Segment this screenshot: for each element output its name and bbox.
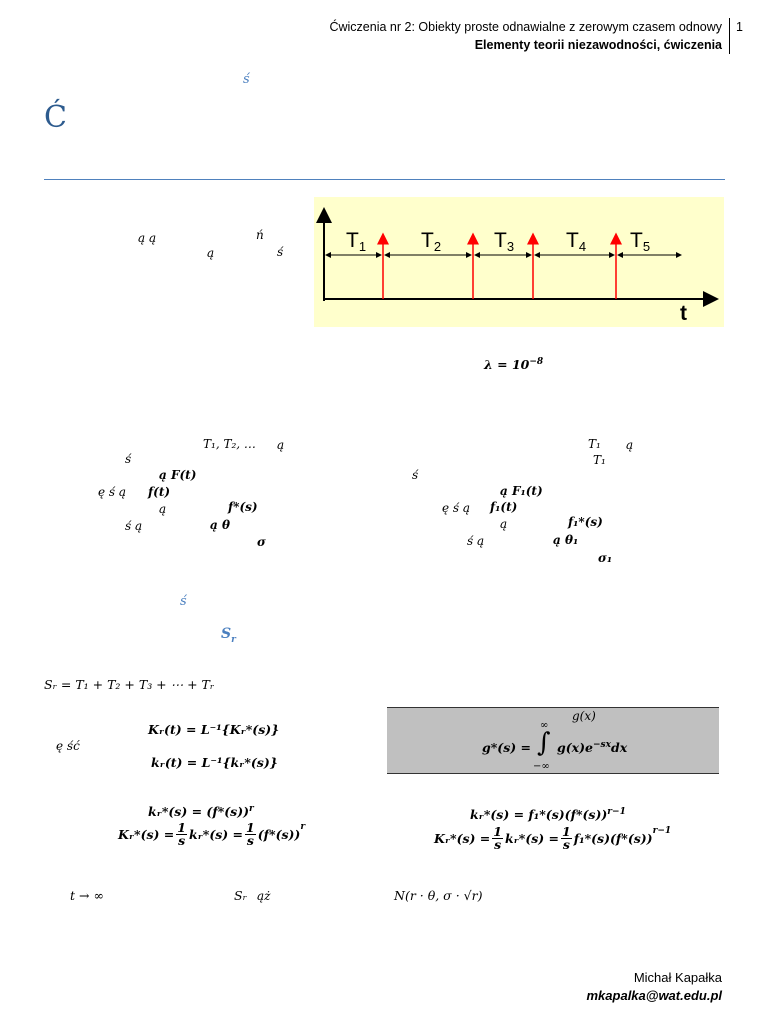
interval-label-T4: T4 xyxy=(566,229,587,254)
kr-left: kᵣ*(s) = $(f*(s))^r$ xyxy=(148,804,254,820)
k-inverse-laplace: kᵣ(t) = L⁻¹{kᵣ*(s)} xyxy=(151,755,278,770)
section-Sr: $S_r$ xyxy=(221,626,236,645)
kr-right: kᵣ*(s) = $f_1*(s)(f*(s))^{r-1}$ xyxy=(470,807,626,823)
limit-Sr: Sᵣ xyxy=(234,888,247,903)
laplace-f1: f₁*(s) xyxy=(568,515,603,529)
laplace-f: f*(s) xyxy=(228,500,258,514)
diagram-background xyxy=(314,197,724,327)
intro-fragment: ą xyxy=(207,246,215,260)
t-to-infinity: t → ∞ xyxy=(70,888,104,903)
title-small-char: ś xyxy=(243,72,250,87)
K-inverse-laplace: Kᵣ(t) = L⁻¹{Kᵣ*(s)} xyxy=(148,722,280,737)
header-line-2: Elementy teorii niezawodności, ćwiczenia xyxy=(474,38,722,52)
section-fragment: ś xyxy=(180,594,187,609)
Kr-right: Kᵣ*(s) = $\frac{1}{s}$ kᵣ*(s) = $\frac{1}{s}$ f₁*(s)(f*(s)) r−1 xyxy=(434,824,672,852)
right-fragment: ą xyxy=(500,517,508,531)
interval-label-T3: T3 xyxy=(494,229,515,254)
mean-theta: ą θ xyxy=(210,518,230,532)
header-line-1: Ćwiczenia nr 2: Obiekty proste odnawialne z zerowym czasem odnowy xyxy=(329,20,722,34)
interval-label-T2: T2 xyxy=(421,229,442,254)
Kr-left: Kᵣ*(s) = $\frac{1}{s}$ kᵣ*(s) = $\frac{1}{s}$ (f*(s)) r xyxy=(118,820,306,848)
intro-fragment: ń xyxy=(256,228,264,242)
title-rule xyxy=(44,179,725,180)
normal-distribution: N(r · θ, σ · √r) xyxy=(394,888,483,903)
page-title: Ć xyxy=(44,100,67,135)
integrand: $g(x)e^{-sx}dx$ xyxy=(557,740,628,756)
left-fragment: ś xyxy=(125,452,132,466)
interval-label-T1: T1 xyxy=(346,229,367,254)
sum-equation: Sᵣ = T₁ + T₂ + T₃ + ⋯ + Tᵣ xyxy=(44,677,215,692)
renewal-process-diagram xyxy=(314,197,724,327)
sigma: σ xyxy=(257,535,266,549)
page-number: 1 xyxy=(736,20,743,34)
left-fragment: ę ś ą xyxy=(98,485,127,499)
left-fragment: ś ą xyxy=(125,519,143,533)
cdf-F: ą F(t) xyxy=(159,468,197,482)
right-fragment: ś xyxy=(412,468,419,482)
right-fragment: ę ś ą xyxy=(442,501,471,515)
integral-upper: ∞ xyxy=(540,720,549,731)
header-divider xyxy=(729,18,730,54)
integral-lower: −∞ xyxy=(533,761,550,772)
intro-fragment: ą ą xyxy=(138,231,157,245)
right-fragment: ą xyxy=(626,438,634,452)
pdf-f: f(t) xyxy=(148,485,171,499)
integral-sign: ∫ xyxy=(537,728,551,758)
limit-fragment: ąż xyxy=(257,889,271,903)
mean-theta1: ą θ₁ xyxy=(553,533,579,547)
pdf-f1: f₁(t) xyxy=(490,500,518,514)
intro-fragment: ś xyxy=(277,245,284,259)
sigma1: σ₁ xyxy=(598,551,613,565)
lambda-equation: $\lambda = 10^{-8}$ xyxy=(484,357,544,373)
left-fragment: ą xyxy=(159,502,167,516)
footer-author: Michał Kapałka xyxy=(633,970,722,985)
laplace-definition-box xyxy=(387,707,719,774)
first-interval: T₁ xyxy=(588,437,601,451)
box-lhs: g*(s) = xyxy=(482,740,531,755)
right-fragment: ś ą xyxy=(467,534,485,548)
interval-list: T₁, T₂, … xyxy=(203,437,256,451)
density-word: ę ść xyxy=(56,739,80,753)
box-gx: g(x) xyxy=(572,709,596,723)
cdf-F1: ą F₁(t) xyxy=(500,484,543,498)
first-interval: T₁ xyxy=(593,453,606,467)
interval-label-T5: T5 xyxy=(630,229,651,254)
time-axis-label: t xyxy=(680,302,687,325)
left-fragment: ą xyxy=(277,438,285,452)
footer-email[interactable]: mkapalka@wat.edu.pl xyxy=(586,988,722,1003)
